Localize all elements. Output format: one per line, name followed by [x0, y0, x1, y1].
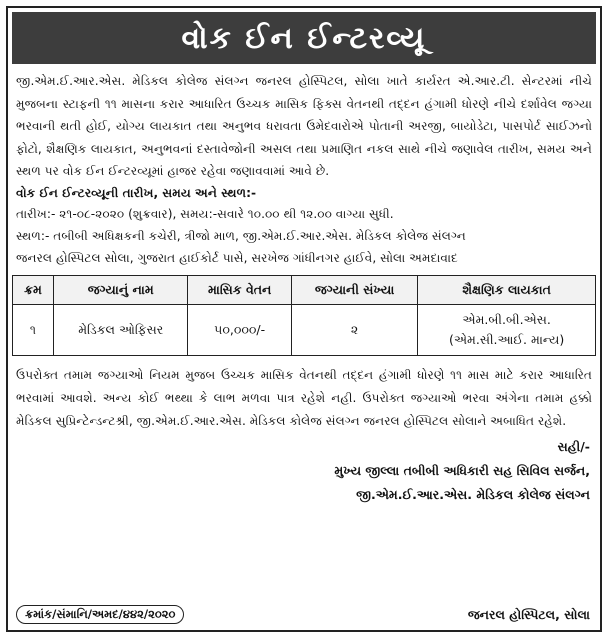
venue-line-2: જનરલ હોસ્પિટલ સોલા, ગુજરાત હાઈકોર્ટ પાસે, સરખેજ ગાંધીનગર હાઈવે, સોલા અમદાવાદ: [16, 250, 458, 265]
table-header-row: [13, 275, 596, 304]
posts-table: [12, 275, 596, 356]
signature-block: [18, 435, 590, 507]
footer-row: [16, 605, 590, 624]
cell-qualification: [418, 304, 596, 355]
header-salary: માસિક વેતન: [188, 275, 292, 304]
qualification-degree: એમ.બી.બી.એસ.: [462, 311, 551, 327]
signature-line-1: મુખ્ય જીલ્લા તબીબી અધિકારી સહ સિવિલ સર્જન,: [334, 462, 590, 478]
signature-line-3: જનરલ હોસ્પિટલ, સોલા: [467, 606, 590, 622]
closing-paragraph: ઉપરોક્ત તમામ જગ્યાઓ નિયમ મુજબ ઉચ્ચક માસિક વેતનથી તદ્દન હંગામી ધોરણે ૧૧ માસ માટે કરાર આધારિત ભરવામાં આવશે. અન્ય કોઈ ભથ્થા કે લાભ મળવા પાત્ર રહેશે નહી. ઉપરોક્ત જગ્યાઓ ભરવા અંગેના તમામ હક્કો મેડિકલ સુપ્રિન્ટેન્ડન્ટશ્રી, જી.એમ.ઈ.આર.એસ. મેડિકલ કોલેજ સંલગ્ન જનરલ હોસ્પિટલ સોલાને અબાધિત રહેશે.: [16, 367, 592, 428]
signature-sd: સહી/-: [557, 438, 590, 454]
qualification-recognition: (એમ.સી.આઈ. માન્ય): [448, 331, 565, 347]
intro-paragraph: જી.એમ.ઈ.આર.એસ. મેડિકલ કોલેજ સંલગ્ન જનરલ હોસ્પિટલ, સોલા ખાતે કાર્યરત એ.આર.ટી. સેન્ટરમાં નીચે મુજબના સ્ટાફની ૧૧ માસના કરાર આધારિત ઉચ્ચક માસિક ફિક્સ વેતનથી તદ્દન હંગામી ધોરણે નીચે દર્શાવેલ જગ્યા ભરવાની થતી હોઈ, યોગ્ય લાયકાત તથા અનુભવ ધરાવતા ઉમેદવારોએ પોતાની અરજી, બાયોડેટા, પાસપોર્ટ સાઈઝનો ફોટો, શૈક્ષણિક લાયકાત, અનુભવનાં દસ્તાવેજોની અસલ તથા પ્રમાણિત નકલ સાથે નીચે જણાવેલ તારીખ, સમય અને સ્થળ પર વોક ઈન ઈન્ટરવ્યૂમાં હાજર રહેવા જણાવવામાં આવે છે.: [16, 74, 592, 178]
header-qualification: શૈક્ષણિક લાયકાત: [418, 275, 596, 304]
venue-line-1: સ્થળ:- તબીબી અધિક્ષકની કચેરી, ત્રીજો માળ, જી.એમ.ઈ.આર.એસ. મેડિકલ કોલેજ સંલગ્ન: [16, 228, 466, 243]
notice-panel: [6, 6, 602, 632]
schedule-heading: વોક ઈન ઈન્ટરવ્યૂની તારીખ, સમય અને સ્થળ:-: [16, 185, 257, 200]
notice-title: વોક ઈન ઈન્ટરવ્યૂ: [12, 12, 596, 64]
cell-salary: ૫૦,૦૦૦/-: [188, 304, 292, 355]
reference-number: ક્રમાંક/સંમાનિ/અમદ/૪૪૨/૨૦૨૦: [16, 605, 184, 624]
table-row: [13, 304, 596, 355]
cell-sr: ૧: [13, 304, 54, 355]
header-count: જગ્યાની સંખ્યા: [291, 275, 417, 304]
signature-line-2: જી.એમ.ઈ.આર.એસ. મેડિકલ કોલેજ સંલગ્ન: [356, 486, 590, 502]
header-sr: ક્રમ: [13, 275, 54, 304]
date-time-line: તારીખ:- ૨૧-૦૮-૨૦૨૦ (શુક્રવાર), સમય:-સવારે ૧૦.૦૦ થી ૧૨.૦૦ વાગ્યા સુધી.: [16, 206, 394, 221]
header-post: જગ્યાનું નામ: [54, 275, 188, 304]
cell-count: ૨: [291, 304, 417, 355]
cell-post: મેડિકલ ઓફિસર: [54, 304, 188, 355]
